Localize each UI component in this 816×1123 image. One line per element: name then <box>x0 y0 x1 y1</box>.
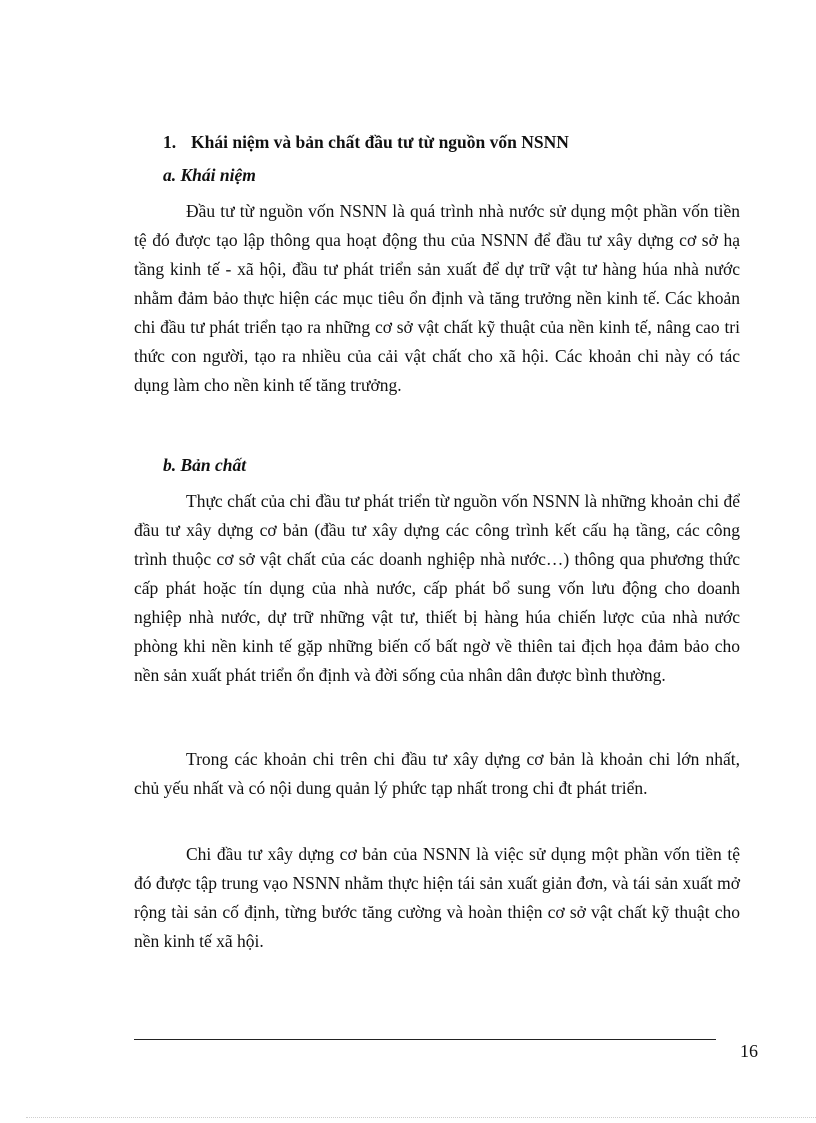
subheading-definition: a. Khái niệm <box>163 165 256 185</box>
section-heading <box>163 132 569 153</box>
paragraph-definition: Đầu tư từ nguồn vốn NSNN là quá trình nhà nước sử dụng một phần vốn tiền tệ đó được tạo lập thông qua hoạt động thu của NSNN để đầu tư xây dựng cơ sở hạ tầng kinh tế - xã hội, đầu tư phát triển sản xuất để dự trữ vật tư hàng húa nhà nước nhằm đảm bảo thực hiện các mục tiêu ổn định và tăng trưởng nền kinh tế. Các khoản chi đầu tư phát triển tạo ra những cơ sở vật chất kỹ thuật của nền kinh tế, nâng cao tri thức con người, tạo ra nhiều của cải vật chất cho xã hội. Các khoản chi này có tác dụng làm cho nền kinh tế tăng trưởng. <box>134 201 740 395</box>
footer-divider <box>134 1039 716 1040</box>
section-title: Khái niệm và bản chất đầu tư từ nguồn vốn NSNN <box>191 132 569 152</box>
subheading-nature: b. Bản chất <box>163 455 247 475</box>
page-number: 16 <box>740 1041 758 1061</box>
section-number: 1. <box>163 132 177 152</box>
paragraph-nsnn-investment: Chi đầu tư xây dựng cơ bản của NSNN là việc sử dụng một phần vốn tiền tệ đó được tập trung vạo NSNN nhằm thực hiện tái sản xuất giản đơn, và tái sản xuất mở rộng tài sản cố định, từng bước tăng cường và hoàn thiện cơ sở vật chất kỹ thuật cho nền kinh tế xã hội. <box>134 844 740 951</box>
page-bottom-border <box>26 1117 816 1118</box>
paragraph-nature: Thực chất của chi đầu tư phát triển từ nguồn vốn NSNN là những khoản chi để đầu tư xây dựng cơ bản (đầu tư xây dựng các công trình kết cấu hạ tầng, các công trình thuộc cơ sở vật chất của các doanh nghiệp nhà nước…) thông qua phương thức cấp phát hoặc tín dụng của nhà nước, cấp phát bổ sung vốn lưu động cho doanh nghiệp nhà nước, dự trữ những vật tư, thiết bị hàng húa chiến lược của nhà nước phòng khi nền kinh tế gặp những biến cố bất ngờ về thiên tai địch họa đảm bảo cho nền sản xuất phát triển ổn định và đời sống của nhân dân được bình thường. <box>134 491 740 685</box>
paragraph-capital-construction: Trong các khoản chi trên chi đầu tư xây dựng cơ bản là khoản chi lớn nhất, chủ yếu nhất và có nội dung quản lý phức tạp nhất trong chi đt phát triển. <box>134 749 740 798</box>
